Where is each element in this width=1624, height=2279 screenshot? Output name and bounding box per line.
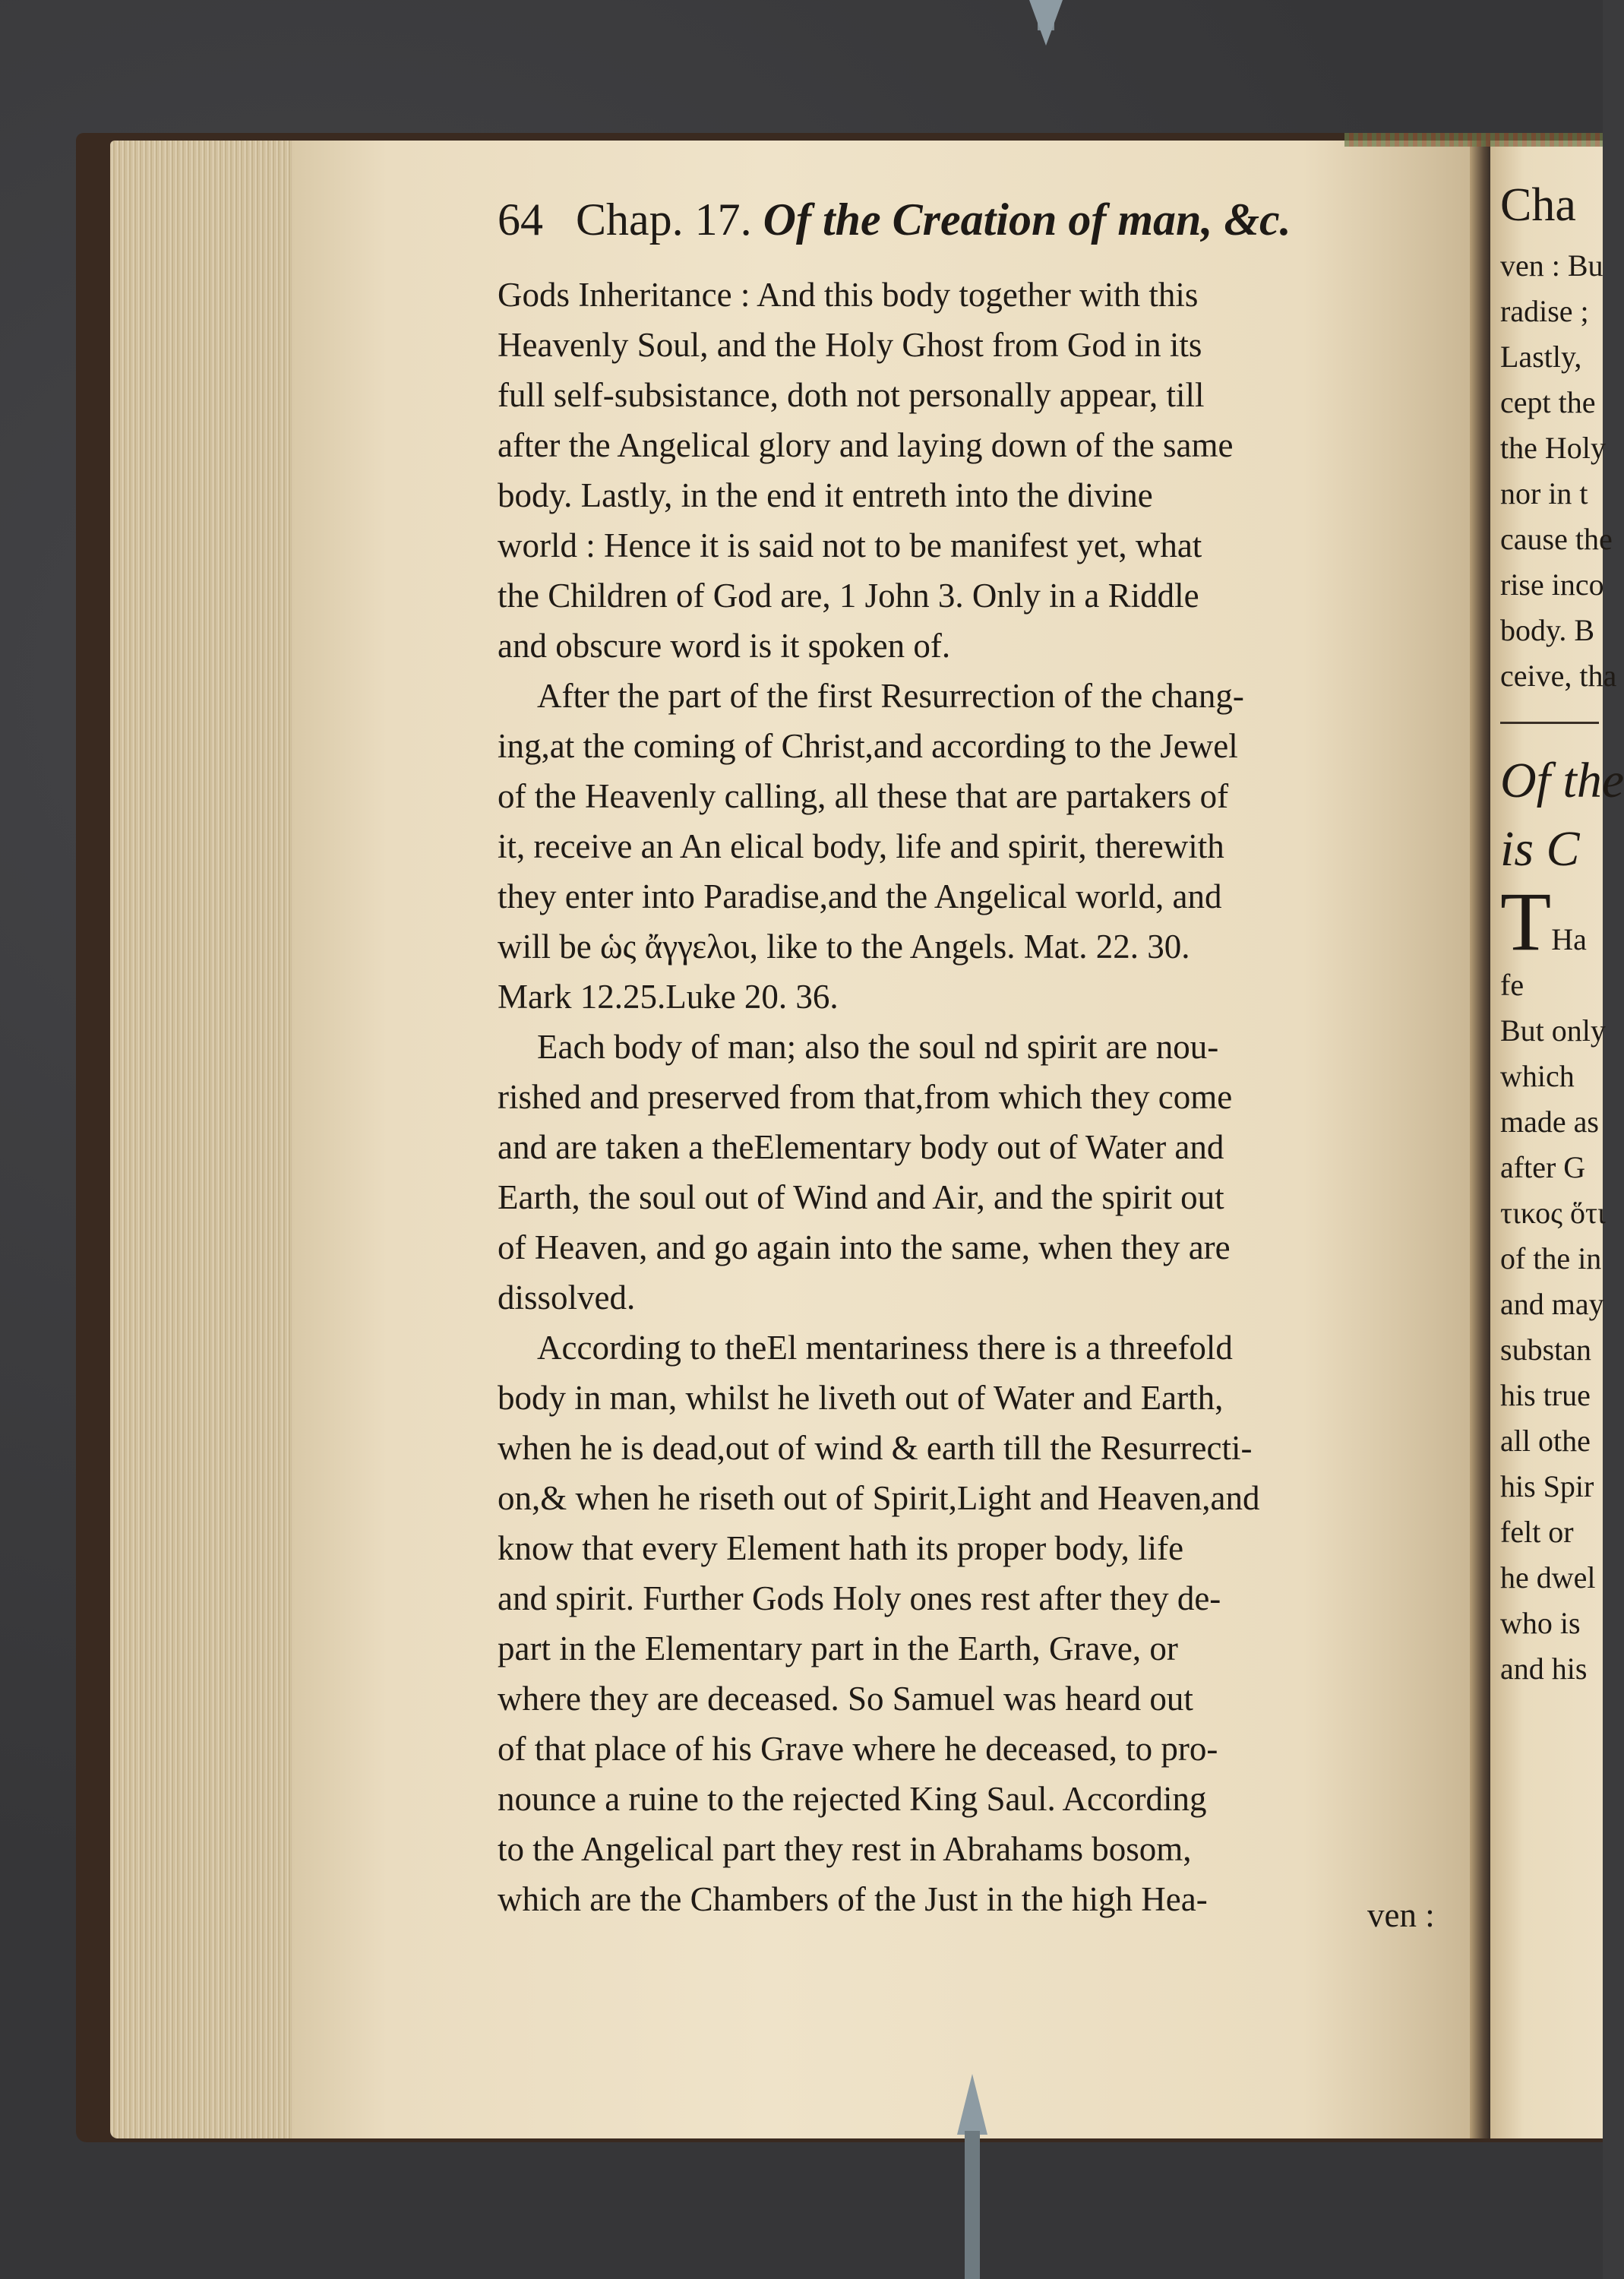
page-number: 64 (498, 194, 543, 245)
text-line: they enter into Paradise,and the Angelical world, and (498, 877, 1222, 915)
section-title: is C (1500, 821, 1580, 877)
text-line: part in the Elementary part in the Earth, Grave, or (498, 1629, 1178, 1667)
text-line: of the in (1500, 1241, 1602, 1275)
text-line: ven : Bu (1500, 248, 1603, 283)
text-line: nor in t (1500, 476, 1588, 510)
drop-cap: T (1500, 875, 1552, 968)
right-running-head: Cha (1500, 179, 1576, 231)
text-line: and his (1500, 1652, 1588, 1686)
page-edges (110, 141, 296, 2138)
text-line: Gods Inheritance : And this body together with this (498, 276, 1199, 314)
text-line: cept the (1500, 385, 1596, 419)
text-line: rished and preserved from that,from which they come (498, 1078, 1233, 1116)
text-line: and may (1500, 1287, 1604, 1321)
text-line: nounce a ruine to the rejected King Saul. According (498, 1780, 1207, 1818)
section-rule (1500, 722, 1599, 724)
text-line: which are the Chambers of the Just in the high Hea- (498, 1880, 1208, 1918)
text-line: which (1500, 1059, 1575, 1093)
text-line: the Holy (1500, 431, 1606, 465)
text-line: Heavenly Soul, and the Holy Ghost from God in its (498, 326, 1202, 364)
headband (1344, 133, 1603, 147)
text-line: after the Angelical glory and laying down of the same (498, 426, 1234, 464)
text-line: τικος ὅτι (1500, 1196, 1606, 1230)
running-head (498, 194, 1420, 246)
text-line: body. Lastly, in the end it entreth into the divine (498, 476, 1153, 514)
text-line: Lastly, (1500, 340, 1582, 374)
right-page-text (1500, 179, 1624, 1692)
text-line: after G (1500, 1150, 1586, 1184)
text-line: world : Hence it is said not to be manifest yet, what (498, 526, 1202, 564)
text-line: where they are deceased. So Samuel was heard out (498, 1680, 1193, 1718)
text-line: full self-subsistance, doth not personally appear, till (498, 376, 1205, 414)
text-line: ceive, tha (1500, 659, 1617, 693)
clip-bottom (965, 2131, 980, 2279)
text-line: of the Heavenly calling, all these that are partakers of (498, 777, 1229, 815)
text-line: the Children of God are, 1 John 3. Only in a Riddle (498, 577, 1199, 615)
text-line: of that place of his Grave where he deceased, to pro- (498, 1730, 1218, 1768)
text-line: substan (1500, 1332, 1591, 1367)
text-line: know that every Element hath its proper body, life (498, 1529, 1184, 1567)
text-line: and spirit. Further Gods Holy ones rest after they de- (498, 1579, 1221, 1617)
text-line: felt or (1500, 1515, 1574, 1549)
text-line: and obscure word is it spoken of. (498, 627, 951, 665)
section-title: Of the (1500, 753, 1624, 808)
text-line: cause the (1500, 522, 1613, 556)
text-line: his Spir (1500, 1469, 1594, 1503)
text-line: body in man, whilst he liveth out of Water and Earth, (498, 1379, 1224, 1417)
text-line: Mark 12.25.Luke 20. 36. (498, 978, 839, 1016)
chapter-title: Of the Creation of man, &c. (763, 194, 1291, 245)
text-line: Ha (1551, 922, 1587, 956)
text-line: on,& when he riseth out of Spirit,Light and Heaven,and (498, 1479, 1260, 1517)
text-line: radise ; (1500, 294, 1589, 328)
text-line: ing,at the coming of Christ,and according to the Jewel (498, 727, 1238, 765)
body-text (498, 270, 1447, 1924)
text-line: rise inco (1500, 567, 1604, 602)
text-line: After the part of the first Resurrection of the chang- (537, 677, 1244, 715)
text-line: body. B (1500, 613, 1595, 647)
text-line: According to theEl mentariness there is a threefold (537, 1329, 1233, 1367)
text-line: dissolved. (498, 1279, 636, 1317)
text-line: it, receive an An elical body, life and spirit, therewith (498, 827, 1224, 865)
text-line: and are taken a theElementary body out of Water and (498, 1128, 1224, 1166)
text-line: fe (1500, 968, 1524, 1002)
text-line: made as (1500, 1105, 1599, 1139)
text-line: But only (1500, 1013, 1606, 1048)
text-line: of Heaven, and go again into the same, when they are (498, 1228, 1231, 1266)
chapter-label: Chap. 17. (576, 194, 752, 245)
text-line: will be ὡς ἄγγελοι, like to the Angels. Mat. 22. 30. (498, 928, 1190, 966)
text-line: all othe (1500, 1424, 1591, 1458)
clip-top-tip (1029, 0, 1063, 46)
text-line: Each body of man; also the soul nd spirit are nou- (537, 1028, 1219, 1066)
gutter (1470, 141, 1493, 2138)
text-line: who is (1500, 1606, 1581, 1640)
clip-bottom-tip (957, 2074, 987, 2135)
text-line: to the Angelical part they rest in Abrahams bosom, (498, 1830, 1192, 1868)
catchword: ven : (1367, 1896, 1435, 1934)
text-line: Earth, the soul out of Wind and Air, and the spirit out (498, 1178, 1224, 1216)
text-line: when he is dead,out of wind & earth till the Resurrecti- (498, 1429, 1253, 1467)
text-line: he dwel (1500, 1560, 1596, 1595)
text-line: his true (1500, 1378, 1591, 1412)
